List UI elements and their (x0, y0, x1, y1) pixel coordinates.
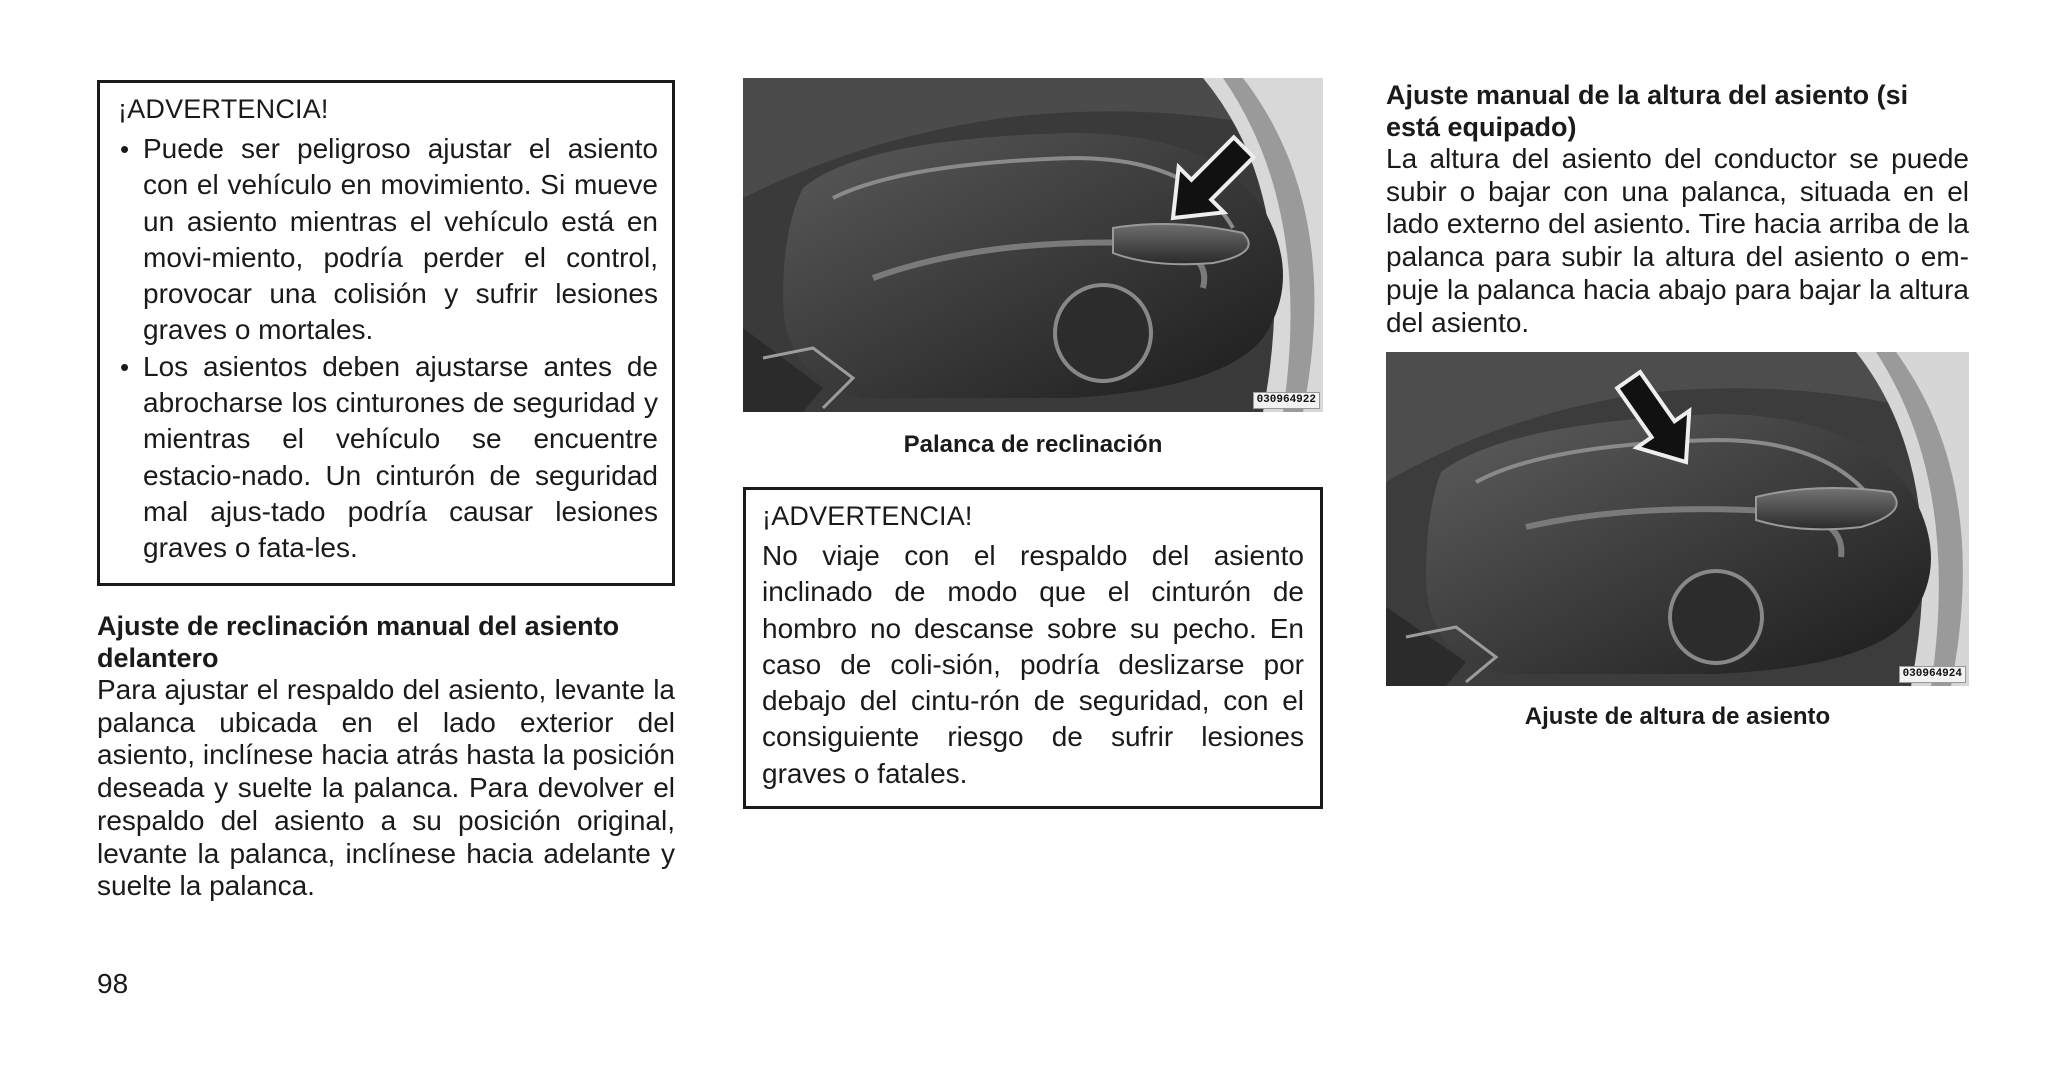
section-body: Para ajustar el respaldo del asiento, levante la palanca ubicada en el lado exterior del asiento, inclínese hacia atrás hasta la posición deseada y suelte la palanca. Para devolver el respaldo del asiento a su posición original, levante la palanca, inclínese hacia adelante y suelte la palanca. (97, 674, 675, 902)
warning-title: ¡ADVERTENCIA! (118, 94, 329, 124)
warning-box-recline (743, 487, 1323, 809)
seat-recline-illustration (743, 78, 1323, 412)
warning-title: ¡ADVERTENCIA! (762, 501, 973, 531)
warning-body: No viaje con el respaldo del asiento inclinado de modo que el cinturón de hombro no descanse sobre su pecho. En caso de coli-sión, podría deslizarse por debajo del cintu-rón de seguridad, con el consiguiente riesgo de sufrir lesiones graves o fatales. (762, 540, 1304, 789)
section-heading: Ajuste de reclinación manual del asiento delantero (97, 611, 620, 673)
seat-height-illustration (1386, 352, 1969, 686)
recline-section (97, 610, 675, 903)
section-heading: Ajuste manual de la altura del asiento (si está equipado) (1386, 80, 1909, 142)
page-number: 98 (97, 968, 129, 999)
figure-code: 030964922 (1253, 392, 1320, 409)
figure-code: 030964924 (1899, 666, 1966, 683)
warning-box-seat-adjust (97, 80, 675, 586)
height-adjust-figure (1386, 352, 1969, 686)
figure-caption: Ajuste de altura de asiento (1524, 703, 1831, 730)
warning-bullet: • Los asientos deben ajustarse antes de abrocharse los cinturones de seguridad y mientras el vehículo se encuentre estacio-nado. Un cinturón de seguridad mal ajus-tado podría causar lesiones graves o fata-les. (118, 349, 658, 567)
recline-lever-figure (743, 78, 1323, 412)
warning-bullet: • Puede ser peligroso ajustar el asiento con el vehículo en movimiento. Si mueve un asiento mientras el vehículo está en movi-miento, podría perder el control, provocar una colisión y sufrir lesiones graves o mortales. (118, 131, 658, 349)
warning-bullet-list (118, 131, 658, 567)
figure-caption: Palanca de reclinación (903, 431, 1163, 458)
section-body: La altura del asiento del conductor se puede subir o bajar con una palanca, situada en el lado externo del asiento. Tire hacia arriba de la palanca para subir la altura del asiento o em-puje la palanca hacia abajo para bajar la altura del asiento. (1386, 143, 1969, 338)
height-section (1386, 79, 1969, 339)
